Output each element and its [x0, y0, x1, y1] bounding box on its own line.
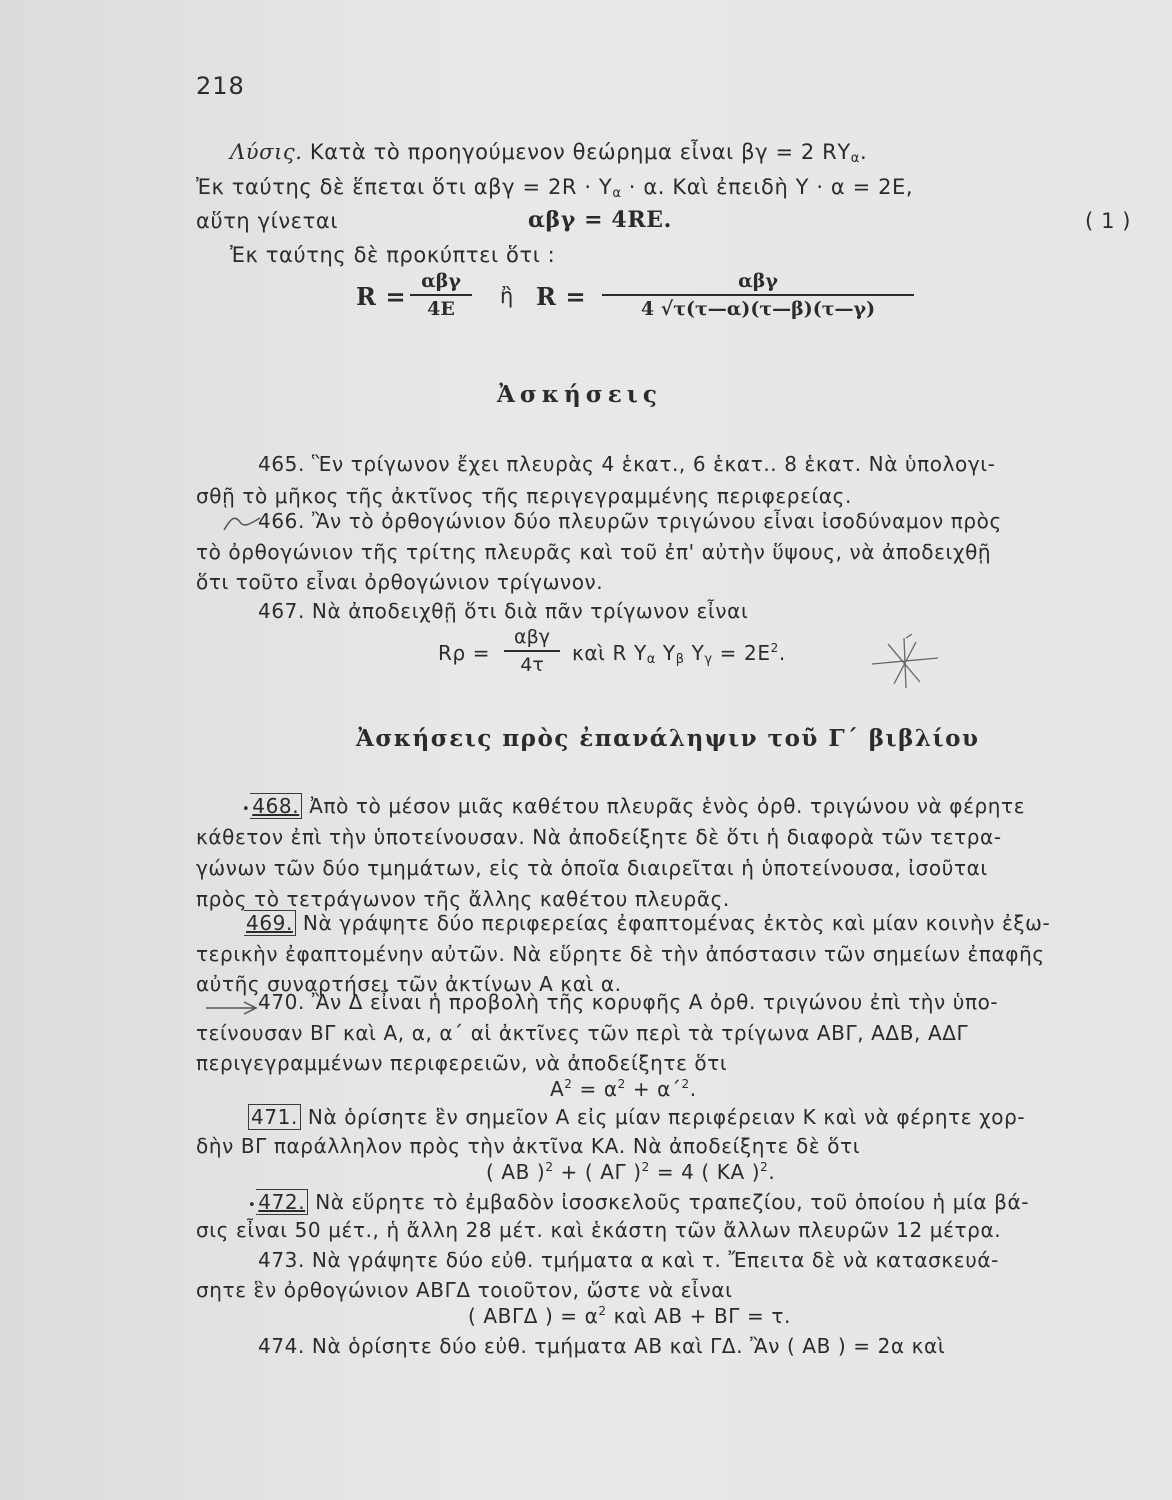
exercise-472-line-2: σις εἶναι 50 μέτ., ἡ ἄλλη 28 μέτ. καὶ ἑκάστη τῶν ἄλλων πλευρῶν 12 μέτρα.: [196, 1218, 1002, 1242]
section-heading-review: Ἀσκήσεις πρὸς ἐπανάληψιν τοῦ Γ΄ βιβλίου: [356, 725, 980, 752]
exercise-470-line-1: 470. Ἂν Δ εἶναι ἡ προβολὴ τῆς κορυφῆς Α ὀρθ. τριγώνου ἐπὶ τὴν ὑπο-: [258, 990, 999, 1014]
exercise-469-line-1: 469. Νὰ γράψητε δύο περιφερείας ἐφαπτομένας ἐκτὸς καὶ μίαν κοινὴν ἐξω-: [246, 911, 1051, 935]
exercise-473-line-1: 473. Νὰ γράψητε δύο εὐθ. τμήματα α καὶ τ. Ἔπειτα δὲ νὰ κατασκευά-: [258, 1248, 999, 1272]
equation-number: ( 1 ): [1085, 209, 1132, 233]
dot-mark: •: [248, 1198, 257, 1213]
solution-line-2: Ἐκ ταύτης δὲ ἕπεται ὅτι $\alpha\beta\gamma = 2R \cdot \Upsilon_\alpha \cdot \alpha$. Καὶ ἐπειδὴ Υ · α = 2Ε,: [196, 175, 914, 201]
exercise-471-line-1: 471. Νὰ ὁρίσητε ἓν σημεῖον Α εἰς μίαν περιφέρειαν Κ καὶ νὰ φέρητε χορ-: [248, 1105, 1025, 1129]
fraction-abc-over-root: αβγ 4 √τ(τ—α)(τ—β)(τ—γ): [602, 270, 914, 320]
page-number: 218: [196, 72, 245, 100]
handwritten-check-mark: [222, 510, 262, 532]
dot-mark: •: [242, 802, 251, 817]
exercise-469-number: 469.: [244, 910, 296, 936]
exercise-467-line-1: 467. Νὰ ἀποδειχθῇ ὅτι διὰ πᾶν τρίγωνον εἶναι: [258, 599, 749, 623]
handwritten-arrow-mark: [204, 1000, 260, 1016]
solution-label: Λύσις.: [230, 140, 303, 164]
formula-r-right: R =: [536, 282, 587, 311]
exercise-468-line-1: • 468. Ἀπὸ τὸ μέσον μιᾶς καθέτου πλευρᾶς ἑνὸς ὀρθ. τριγώνου νὰ φέρητε: [242, 794, 1026, 818]
exercise-468-line-4: πρὸς τὸ τετράγωνον τῆς ἄλλης καθέτου πλευρᾶς.: [196, 887, 730, 911]
exercise-474-line-1: 474. Νὰ ὁρίσητε δύο εὐθ. τμήματα ΑΒ καὶ ΓΔ. Ἂν ( ΑΒ ) = 2α καὶ: [258, 1334, 946, 1358]
solution-line-1: Λύσις. Κατὰ τὸ προηγούμενον θεώρημα εἶναι βγ = 2 $R\Upsilon_\alpha$.: [230, 140, 868, 166]
exercise-467-formula-left: Rρ =: [438, 641, 491, 665]
exercise-470-line-2: τείνουσαν ΒΓ καὶ Α, α, α΄ αἱ ἀκτῖνες τῶν περὶ τὰ τρίγωνα ΑΒΓ, ΑΔΒ, ΑΔΓ: [196, 1021, 969, 1045]
exercise-468-number: 468.: [250, 793, 302, 819]
formula-r-left: R =: [356, 282, 407, 311]
exercise-471-number: 471.: [248, 1104, 301, 1130]
exercise-467-formula-right: καὶ R $\Upsilon_\alpha$ $\Upsilon_\beta$ $\Upsilon_\gamma = 2E^2$.: [572, 641, 786, 667]
solution-line-3-text: αὕτη γίνεται: [196, 209, 339, 233]
exercise-466-line-2: τὸ ὀρθογώνιον τῆς τρίτης πλευρᾶς καὶ τοῦ ἐπ' αὐτὴν ὕψους, νὰ ἀποδειχθῇ: [196, 540, 992, 564]
exercise-465-line-1: 465. Ἓν τρίγωνον ἔχει πλευρὰς 4 ἑκατ., 6 ἑκατ.. 8 ἑκατ. Νὰ ὑπολογι-: [258, 452, 996, 476]
exercise-466-line-1: 466. Ἂν τὸ ὀρθογώνιον δύο πλευρῶν τριγώνου εἶναι ἰσοδύναμον πρὸς: [258, 509, 1002, 533]
exercise-469-line-2: τερικὴν ἐφαπτομένην αὐτῶν. Νὰ εὕρητε δὲ τὴν ἀπόστασιν τῶν σημείων ἐπαφῆς: [196, 942, 1045, 966]
fraction-abc-over-4e: αβγ 4E: [410, 270, 472, 320]
formula-or: ἢ: [500, 284, 514, 308]
exercise-472-number: 472.: [256, 1189, 308, 1215]
exercise-469-line-3: αὐτῆς συναρτήσει τῶν ἀκτίνων Α καὶ α.: [196, 972, 622, 996]
exercise-468-line-2: κάθετον ἐπὶ τὴν ὑποτείνουσαν. Νὰ ἀποδείξητε δὲ ὅτι ἡ διαφορὰ τῶν τετρα-: [196, 825, 1002, 849]
section-heading-exercises: Ἀσκήσεις: [497, 381, 662, 408]
exercise-473-line-2: σητε ἓν ὀρθογώνιον ΑΒΓΔ τοιοῦτον, ὥστε νὰ εἶναι: [196, 1278, 733, 1302]
exercise-471-line-2: δὴν ΒΓ παράλληλον πρὸς τὴν ἀκτῖνα ΚΑ. Νὰ ἀποδείξητε δὲ ὅτι: [196, 1134, 861, 1158]
fraction-abc-over-4t: αβγ 4τ: [504, 626, 560, 676]
exercise-470-line-3: περιγεγραμμένων περιφερειῶν, νὰ ἀποδείξητε ὅτι: [196, 1051, 728, 1075]
solution-line-4: Ἐκ ταύτης δὲ προκύπτει ὅτι :: [230, 243, 556, 267]
exercise-473-formula: ( ΑΒΓΔ ) = $\alpha^2$ καὶ ΑΒ + ΒΓ = τ.: [468, 1304, 791, 1328]
handwritten-star-mark: [866, 632, 946, 692]
exercise-466-line-3: ὅτι τοῦτο εἶναι ὀρθογώνιον τρίγωνον.: [196, 570, 604, 594]
exercise-465-line-2: σθῇ τὸ μῆκος τῆς ἀκτῖνος τῆς περιγεγραμμένης περιφερείας.: [196, 484, 852, 508]
exercise-472-line-1: • 472. Νὰ εὕρητε τὸ ἐμβαδὸν ἰσοσκελοῦς τραπεζίου, τοῦ ὁποίου ἡ μία βά-: [248, 1190, 1030, 1214]
exercise-468-line-3: γώνων τῶν δύο τμημάτων, εἰς τὰ ὁποῖα διαιρεῖται ἡ ὑποτείνουσα, ἰσοῦται: [196, 856, 988, 880]
exercise-471-formula: ( ΑΒ )$^2$ + ( ΑΓ )$^2$ = 4 ( ΚΑ )$^2$.: [486, 1160, 776, 1184]
exercise-470-formula: $A^2 = \alpha^2 + \alpha΄^2$.: [550, 1077, 697, 1101]
solution-formula-1: αβγ = 4RE.: [528, 207, 672, 233]
